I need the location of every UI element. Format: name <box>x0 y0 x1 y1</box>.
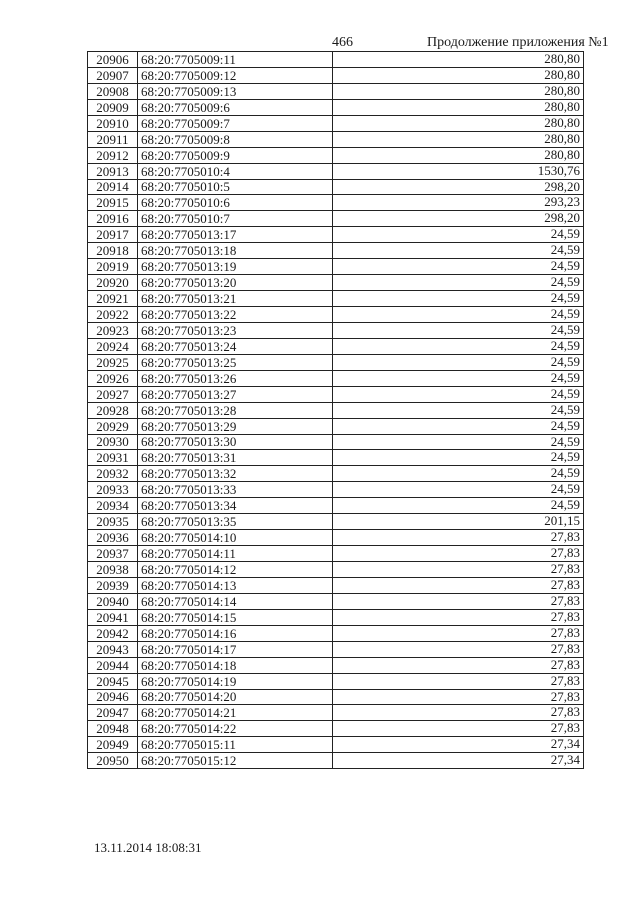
cadastral-value-cell: 24,59 <box>333 259 584 275</box>
cadastral-number-cell: 68:20:7705013:27 <box>138 386 333 402</box>
cadastral-number-cell: 68:20:7705013:19 <box>138 259 333 275</box>
cadastral-value-cell: 24,59 <box>333 243 584 259</box>
cadastral-value-cell: 1530,76 <box>333 163 584 179</box>
table-row <box>88 147 584 163</box>
table-row <box>88 211 584 227</box>
cadastral-number-cell: 68:20:7705010:7 <box>138 211 333 227</box>
cadastral-number-cell: 68:20:7705013:22 <box>138 307 333 323</box>
cadastral-value-table <box>87 51 584 769</box>
table-row <box>88 657 584 673</box>
table-row <box>88 450 584 466</box>
cadastral-number-cell: 68:20:7705013:32 <box>138 466 333 482</box>
row-number-cell: 20916 <box>88 211 138 227</box>
row-number-cell: 20924 <box>88 338 138 354</box>
cadastral-value-cell: 27,83 <box>333 721 584 737</box>
table-row <box>88 227 584 243</box>
cadastral-number-cell: 68:20:7705013:31 <box>138 450 333 466</box>
cadastral-number-cell: 68:20:7705013:24 <box>138 338 333 354</box>
table-row <box>88 689 584 705</box>
row-number-cell: 20948 <box>88 721 138 737</box>
cadastral-number-cell: 68:20:7705013:35 <box>138 514 333 530</box>
cadastral-number-cell: 68:20:7705014:10 <box>138 530 333 546</box>
cadastral-number-cell: 68:20:7705013:34 <box>138 498 333 514</box>
cadastral-value-cell: 280,80 <box>333 67 584 83</box>
row-number-cell: 20917 <box>88 227 138 243</box>
cadastral-number-cell: 68:20:7705014:22 <box>138 721 333 737</box>
cadastral-value-cell: 298,20 <box>333 179 584 195</box>
cadastral-number-cell: 68:20:7705013:29 <box>138 418 333 434</box>
cadastral-number-cell: 68:20:7705013:20 <box>138 275 333 291</box>
cadastral-number-cell: 68:20:7705013:33 <box>138 482 333 498</box>
row-number-cell: 20915 <box>88 195 138 211</box>
cadastral-value-cell: 298,20 <box>333 211 584 227</box>
cadastral-number-cell: 68:20:7705010:4 <box>138 163 333 179</box>
row-number-cell: 20939 <box>88 577 138 593</box>
cadastral-number-cell: 68:20:7705009:9 <box>138 147 333 163</box>
cadastral-number-cell: 68:20:7705010:6 <box>138 195 333 211</box>
cadastral-value-cell: 27,83 <box>333 673 584 689</box>
cadastral-number-cell: 68:20:7705014:17 <box>138 641 333 657</box>
table-row <box>88 625 584 641</box>
cadastral-number-cell: 68:20:7705013:21 <box>138 291 333 307</box>
row-number-cell: 20912 <box>88 147 138 163</box>
cadastral-value-cell: 24,59 <box>333 370 584 386</box>
cadastral-number-cell: 68:20:7705013:23 <box>138 322 333 338</box>
cadastral-number-cell: 68:20:7705009:6 <box>138 99 333 115</box>
table-row <box>88 83 584 99</box>
cadastral-number-cell: 68:20:7705013:28 <box>138 402 333 418</box>
cadastral-value-cell: 24,59 <box>333 291 584 307</box>
cadastral-value-cell: 24,59 <box>333 386 584 402</box>
cadastral-value-cell: 24,59 <box>333 322 584 338</box>
table-row <box>88 721 584 737</box>
table-row <box>88 514 584 530</box>
cadastral-value-cell: 27,83 <box>333 625 584 641</box>
cadastral-number-cell: 68:20:7705014:16 <box>138 625 333 641</box>
cadastral-value-cell: 280,80 <box>333 83 584 99</box>
table-row <box>88 115 584 131</box>
table-row <box>88 641 584 657</box>
table-row <box>88 322 584 338</box>
cadastral-number-cell: 68:20:7705014:20 <box>138 689 333 705</box>
cadastral-value-cell: 24,59 <box>333 338 584 354</box>
cadastral-value-cell: 24,59 <box>333 402 584 418</box>
table-row <box>88 530 584 546</box>
page-number: 466 <box>332 35 353 50</box>
cadastral-number-cell: 68:20:7705009:12 <box>138 67 333 83</box>
cadastral-number-cell: 68:20:7705014:12 <box>138 562 333 578</box>
table-row <box>88 546 584 562</box>
row-number-cell: 20909 <box>88 99 138 115</box>
row-number-cell: 20934 <box>88 498 138 514</box>
table-row <box>88 386 584 402</box>
cadastral-value-cell: 24,59 <box>333 434 584 450</box>
table-row <box>88 354 584 370</box>
cadastral-number-cell: 68:20:7705014:18 <box>138 657 333 673</box>
cadastral-value-cell: 27,83 <box>333 657 584 673</box>
row-number-cell: 20921 <box>88 291 138 307</box>
cadastral-number-cell: 68:20:7705014:13 <box>138 577 333 593</box>
cadastral-value-cell: 24,59 <box>333 482 584 498</box>
cadastral-number-cell: 68:20:7705013:30 <box>138 434 333 450</box>
table-row <box>88 593 584 609</box>
table-row <box>88 482 584 498</box>
cadastral-number-cell: 68:20:7705009:8 <box>138 131 333 147</box>
cadastral-value-cell: 27,83 <box>333 530 584 546</box>
row-number-cell: 20918 <box>88 243 138 259</box>
table-row <box>88 498 584 514</box>
table-row <box>88 291 584 307</box>
cadastral-number-cell: 68:20:7705013:17 <box>138 227 333 243</box>
row-number-cell: 20907 <box>88 67 138 83</box>
cadastral-value-cell: 24,59 <box>333 307 584 323</box>
row-number-cell: 20937 <box>88 546 138 562</box>
cadastral-value-cell: 27,83 <box>333 577 584 593</box>
table-row <box>88 705 584 721</box>
cadastral-value-cell: 27,83 <box>333 705 584 721</box>
row-number-cell: 20944 <box>88 657 138 673</box>
print-timestamp: 13.11.2014 18:08:31 <box>94 840 202 855</box>
row-number-cell: 20906 <box>88 52 138 68</box>
cadastral-number-cell: 68:20:7705009:13 <box>138 83 333 99</box>
row-number-cell: 20910 <box>88 115 138 131</box>
table-row <box>88 307 584 323</box>
table-row <box>88 609 584 625</box>
cadastral-value-cell: 24,59 <box>333 450 584 466</box>
table-row <box>88 163 584 179</box>
row-number-cell: 20940 <box>88 593 138 609</box>
row-number-cell: 20930 <box>88 434 138 450</box>
row-number-cell: 20929 <box>88 418 138 434</box>
cadastral-value-cell: 24,59 <box>333 227 584 243</box>
table-row <box>88 275 584 291</box>
cadastral-value-cell: 27,83 <box>333 546 584 562</box>
table-row <box>88 243 584 259</box>
cadastral-value-cell: 27,83 <box>333 593 584 609</box>
table-row <box>88 67 584 83</box>
row-number-cell: 20922 <box>88 307 138 323</box>
row-number-cell: 20950 <box>88 753 138 769</box>
row-number-cell: 20935 <box>88 514 138 530</box>
table-row <box>88 370 584 386</box>
cadastral-number-cell: 68:20:7705013:25 <box>138 354 333 370</box>
table-row <box>88 131 584 147</box>
cadastral-value-cell: 27,83 <box>333 689 584 705</box>
table-row <box>88 434 584 450</box>
row-number-cell: 20911 <box>88 131 138 147</box>
cadastral-value-cell: 27,34 <box>333 753 584 769</box>
cadastral-value-cell: 24,59 <box>333 275 584 291</box>
row-number-cell: 20928 <box>88 402 138 418</box>
row-number-cell: 20919 <box>88 259 138 275</box>
cadastral-value-cell: 27,83 <box>333 562 584 578</box>
row-number-cell: 20943 <box>88 641 138 657</box>
cadastral-value-cell: 280,80 <box>333 52 584 68</box>
row-number-cell: 20945 <box>88 673 138 689</box>
row-number-cell: 20914 <box>88 179 138 195</box>
table-row <box>88 673 584 689</box>
table-row <box>88 52 584 68</box>
cadastral-value-cell: 24,59 <box>333 466 584 482</box>
table-row <box>88 562 584 578</box>
cadastral-number-cell: 68:20:7705014:14 <box>138 593 333 609</box>
cadastral-value-cell: 280,80 <box>333 99 584 115</box>
cadastral-value-cell: 201,15 <box>333 514 584 530</box>
row-number-cell: 20923 <box>88 322 138 338</box>
row-number-cell: 20936 <box>88 530 138 546</box>
cadastral-value-cell: 24,59 <box>333 418 584 434</box>
table-row <box>88 195 584 211</box>
row-number-cell: 20933 <box>88 482 138 498</box>
cadastral-number-cell: 68:20:7705014:11 <box>138 546 333 562</box>
cadastral-value-cell: 27,83 <box>333 609 584 625</box>
cadastral-number-cell: 68:20:7705014:21 <box>138 705 333 721</box>
cadastral-number-cell: 68:20:7705009:11 <box>138 52 333 68</box>
row-number-cell: 20942 <box>88 625 138 641</box>
table-row <box>88 338 584 354</box>
row-number-cell: 20941 <box>88 609 138 625</box>
table-row <box>88 737 584 753</box>
cadastral-number-cell: 68:20:7705009:7 <box>138 115 333 131</box>
row-number-cell: 20931 <box>88 450 138 466</box>
row-number-cell: 20920 <box>88 275 138 291</box>
cadastral-number-cell: 68:20:7705010:5 <box>138 179 333 195</box>
table-row <box>88 259 584 275</box>
table-row <box>88 179 584 195</box>
cadastral-number-cell: 68:20:7705014:19 <box>138 673 333 689</box>
cadastral-number-cell: 68:20:7705015:11 <box>138 737 333 753</box>
row-number-cell: 20927 <box>88 386 138 402</box>
row-number-cell: 20926 <box>88 370 138 386</box>
table-body <box>88 52 584 769</box>
table-row <box>88 99 584 115</box>
row-number-cell: 20913 <box>88 163 138 179</box>
table-row <box>88 577 584 593</box>
row-number-cell: 20908 <box>88 83 138 99</box>
table-row <box>88 753 584 769</box>
cadastral-number-cell: 68:20:7705015:12 <box>138 753 333 769</box>
cadastral-value-cell: 280,80 <box>333 115 584 131</box>
cadastral-value-cell: 27,83 <box>333 641 584 657</box>
table-row <box>88 418 584 434</box>
cadastral-value-cell: 27,34 <box>333 737 584 753</box>
row-number-cell: 20946 <box>88 689 138 705</box>
cadastral-number-cell: 68:20:7705013:26 <box>138 370 333 386</box>
table-row <box>88 402 584 418</box>
appendix-title: Продолжение приложения №1 <box>427 35 609 50</box>
cadastral-value-cell: 293,23 <box>333 195 584 211</box>
cadastral-value-cell: 24,59 <box>333 498 584 514</box>
row-number-cell: 20932 <box>88 466 138 482</box>
table-row <box>88 466 584 482</box>
row-number-cell: 20949 <box>88 737 138 753</box>
cadastral-value-cell: 280,80 <box>333 147 584 163</box>
cadastral-number-cell: 68:20:7705014:15 <box>138 609 333 625</box>
row-number-cell: 20947 <box>88 705 138 721</box>
cadastral-value-cell: 24,59 <box>333 354 584 370</box>
row-number-cell: 20938 <box>88 562 138 578</box>
row-number-cell: 20925 <box>88 354 138 370</box>
cadastral-value-cell: 280,80 <box>333 131 584 147</box>
cadastral-number-cell: 68:20:7705013:18 <box>138 243 333 259</box>
